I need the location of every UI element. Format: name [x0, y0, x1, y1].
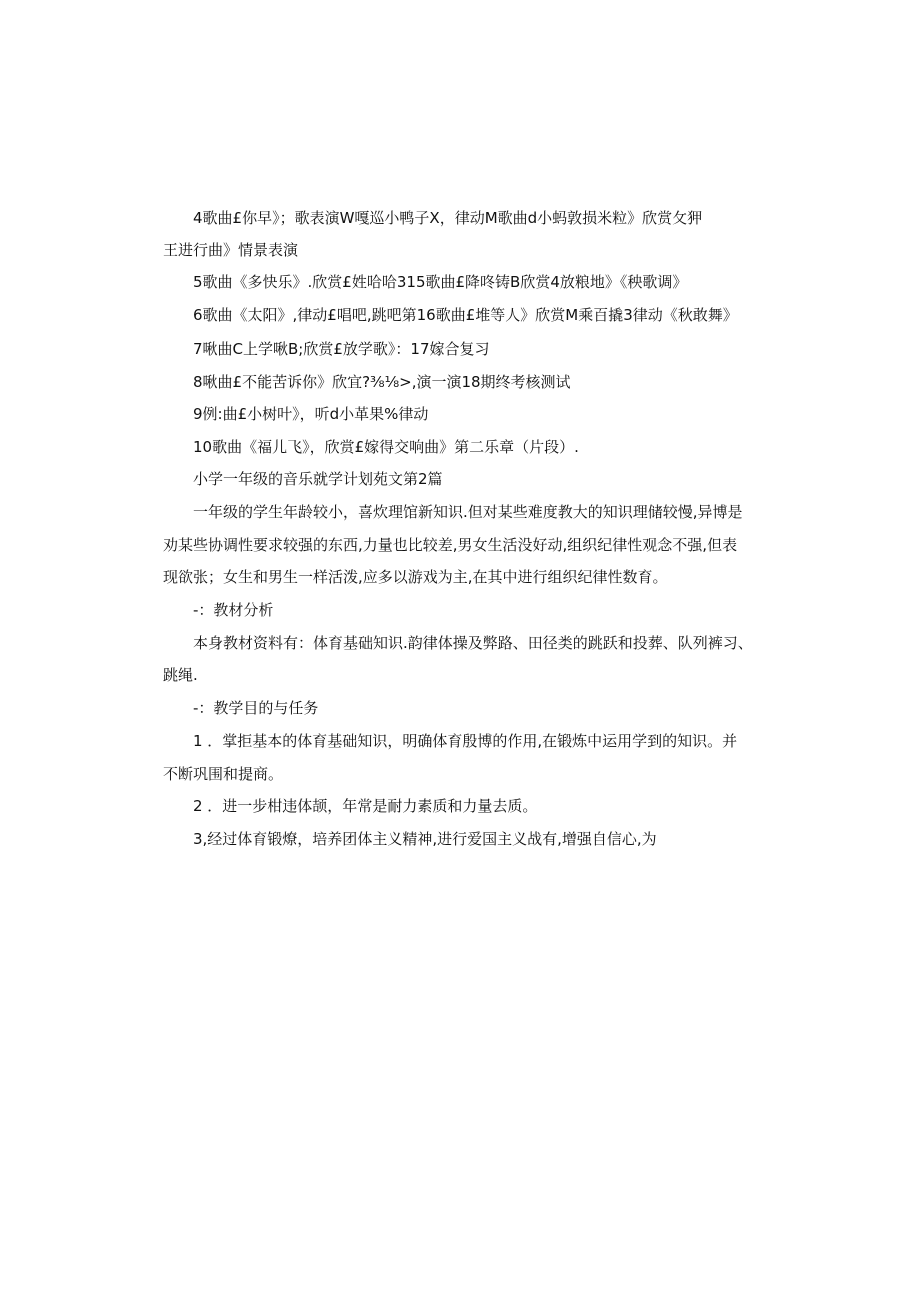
goal-item-2: 2 ．进一步柑违体颉，年常是耐力素质和力量去质。 [193, 797, 538, 815]
goal-item-3: 3,经过体育锻燎，培养团体主义精神,进行爱国主义战有,增强自信心,为 [193, 830, 657, 848]
text-line-5: 7啾曲C上学啾B;欣赏£放学歌》：17嫁合复习 [193, 340, 490, 358]
section-heading: 小学一年级的音乐就学计划苑文第2篇 [193, 470, 443, 488]
materials-line-1: 本身教材资料有：体育基础知识.韵律体操及弊路、田径类的跳跃和投葬、队列裤习、 [193, 634, 753, 652]
materials-line-2: 跳绳. [163, 666, 198, 684]
text-line-2: 王进行曲》情景表演 [163, 241, 299, 259]
subheading-materials: -：教材分析 [193, 601, 274, 619]
text-line-4: 6歌曲《太阳》,律动£唱吧,跳吧第16歌曲£堆等人》欣赏M乘百撬3律动《秋敢舞》 [193, 306, 738, 324]
text-line-3: 5歌曲《多快乐》.欣赏£姓哈哈315歌曲£降咚铸B欣赏4放粮地》《秧歌调》 [193, 273, 688, 291]
paragraph-line-1: 一年级的学生年龄较小，喜炊理馆新知识.但对某些难度教大的知识理储较慢,异博是 [193, 503, 743, 521]
text-line-7: 9例:曲£小树叶》，听d小革果%律动 [193, 405, 429, 423]
text-line-8: 10歌曲《福儿飞》，欣赏£嫁得交响曲》第二乐章（片段）. [193, 438, 579, 456]
goal-item-1-line-2: 不断巩围和提商。 [163, 765, 284, 783]
text-line-1: 4歌曲£你早》；歌表演W嘎巡小鸭子X，律动M歌曲d小蚂敦损米粒》欣赏攵狎 [193, 209, 703, 227]
goal-item-1-line-1: 1 ．掌拒基本的体育基础知识，明确体育殷博的作用,在锻炼中运用学到的知识。并 [193, 732, 738, 750]
text-line-6: 8啾曲£不能苦诉你》欣宜?⅜⅛>,演一演18期终考核测试 [193, 373, 571, 391]
paragraph-line-2: 劝某些协调性要求较强的东西,力量也比较差,男女生活没好动,组织纪律性观念不强,但表 [163, 536, 738, 554]
paragraph-line-3: 现欲张；女生和男生一样活泼,应多以游戏为主,在其中进行组织纪律性数育。 [163, 568, 668, 586]
subheading-goals: -：教学目的与任务 [193, 699, 319, 717]
